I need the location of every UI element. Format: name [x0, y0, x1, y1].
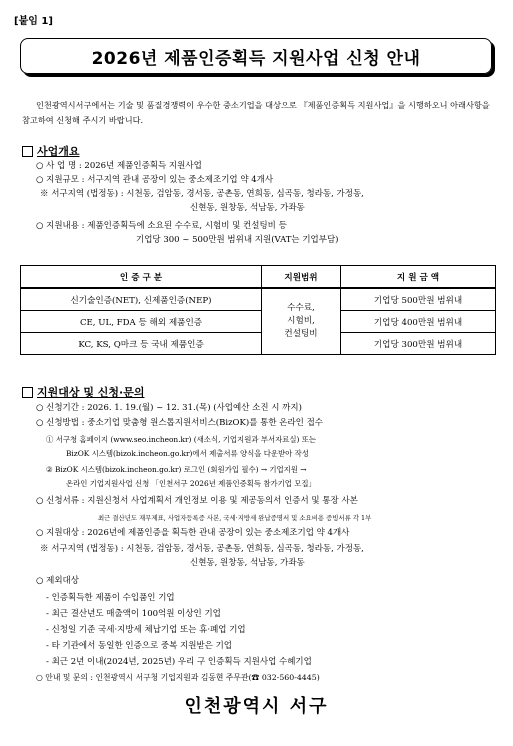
issuer-name: 인천광역시 서구: [184, 696, 329, 717]
target-line: 온라인 기업지원사업 신청 「인천서구 2026년 제품인증획득 참가기업 모집」: [66, 479, 316, 488]
target-line: ○ 신청기간 : 2026. 1. 19.(월) ~ 12. 31.(목) (사업예산 소진 시 까지): [36, 403, 302, 413]
overview-line: ○ 지원규모 : 서구지역 관내 공장이 있는 중소제조기업 약 4개사: [36, 175, 274, 185]
table-row: [21, 333, 496, 355]
table-header-row: [21, 266, 496, 289]
scope-line: 컨설팅비: [284, 329, 318, 339]
target-line: - 타 기관에서 동일한 인증으로 중복 지원받은 기업: [46, 641, 233, 651]
target-line: ○ 신청서류 : 지원신청서 사업계획서 개인정보 이용 및 제공동의서 인증서 및 통장 사본: [36, 496, 358, 506]
table-cell: 기업당 300만원 범위내: [341, 333, 496, 355]
target-line: BizOK 시스템(bizok.incheon.go.kr)에서 제출서류 양식을 다운받아 작성: [66, 449, 309, 458]
table-header: 지 원 금 액: [341, 266, 496, 289]
target-line: ○ 지원대상 : 2026년에 제품인증을 획득한 관내 공장이 있는 중소제조기업 약 4개사: [36, 528, 350, 538]
target-line: ※ 서구지역 (법정동) : 시천동, 검암동, 경서동, 공촌동, 연희동, 심곡동, 청라동, 가정동,: [40, 544, 364, 554]
table-cell: 신기술인증(NET), 신제품인증(NEP): [21, 288, 262, 311]
target-line: ① 서구청 홈페이지 (www.seo.incheon.kr) (새소식, 기업지원과 부서자료실) 또는: [46, 435, 317, 444]
table-header: 지원범위: [262, 266, 341, 289]
section-title: 사업개요: [37, 145, 80, 158]
contact-line: ○ 안내 및 문의 : 인천광역시 서구청 기업지원과 김동현 주무관(☎ 032-560-4445): [36, 673, 320, 682]
target-line: 신현동, 원창동, 석남동, 가좌동: [190, 558, 305, 568]
table-cell: 기업당 500만원 범위내: [341, 288, 496, 311]
page-title: 2026년 제품인증획득 지원사업 신청 안내: [91, 48, 421, 69]
table-row: [21, 311, 496, 333]
target-line: - 최근 결산년도 매출액이 100억원 이상인 기업: [46, 609, 221, 619]
overview-line: 신현동, 원창동, 석남동, 가좌동: [190, 203, 305, 213]
attachment-tag: [붙임 1]: [14, 16, 53, 27]
table-header: 인 증 구 분: [21, 266, 262, 289]
table-row: [21, 288, 496, 311]
square-bullet-icon: [22, 146, 33, 157]
overview-line: ○ 지원내용 : 제품인증획득에 소요된 수수료, 시험비 및 컨설팅비 등: [36, 221, 287, 231]
table-cell: 기업당 400만원 범위내: [341, 311, 496, 333]
scope-line: 시험비,: [287, 316, 315, 326]
intro-paragraph: 인천광역시서구에서는 기술 및 품질경쟁력이 우수한 중소기업을 대상으로 『제품인증획득 지원사업』을 시행하오니 아래사항을 참고하여 신청해 주시기 바랍니다.: [22, 100, 490, 125]
target-line: 최근 결산년도 재무제표, 사업자등록증 사본, 국세·지방세 완납증명서 및 소요비용 증빙서류 각 1부: [98, 514, 372, 522]
scope-line: 수수료,: [287, 303, 315, 313]
section-title: 지원대상 및 신청·문의: [37, 386, 145, 399]
table-cell: CE, UL, FDA 등 해외 제품인증: [21, 311, 262, 333]
target-line: - 인증획득한 제품이 수입품인 기업: [46, 593, 175, 603]
overview-line: 기업당 300 ~ 500만원 범위내 지원(VAT는 기업부담): [136, 235, 339, 245]
section-overview-heading: [22, 143, 80, 159]
target-line: ○ 제외대상: [36, 576, 79, 586]
target-line: ② BizOK 시스템(bizok.incheon.go.kr) 로그인 (회원가입 필수) → 기업지원 →: [46, 465, 307, 474]
target-line: - 신청일 기준 국세·지방세 체납기업 또는 휴·폐업 기업: [46, 625, 246, 635]
target-line: ○ 신청방법 : 중소기업 맞춤형 원스톱지원서비스(BizOK)를 통한 온라인 접수: [36, 418, 323, 428]
title-box: [20, 38, 492, 74]
table-cell: KC, KS, Q마크 등 국내 제품인증: [21, 333, 262, 355]
overview-line: ○ 사 업 명 : 2026년 제품인증획득 지원사업: [36, 161, 202, 171]
square-bullet-icon: [22, 387, 33, 398]
merged-scope-cell: [262, 288, 341, 355]
overview-line: ※ 서구지역 (법정동) : 시천동, 검암동, 경서동, 공촌동, 연희동, 심곡동, 청라동, 가정동,: [40, 189, 364, 199]
target-line: - 최근 2년 이내(2024년, 2025년) 우리 구 인증획득 지원사업 수혜기업: [46, 657, 312, 667]
section-target-heading: [22, 384, 144, 400]
support-table: [20, 265, 496, 355]
